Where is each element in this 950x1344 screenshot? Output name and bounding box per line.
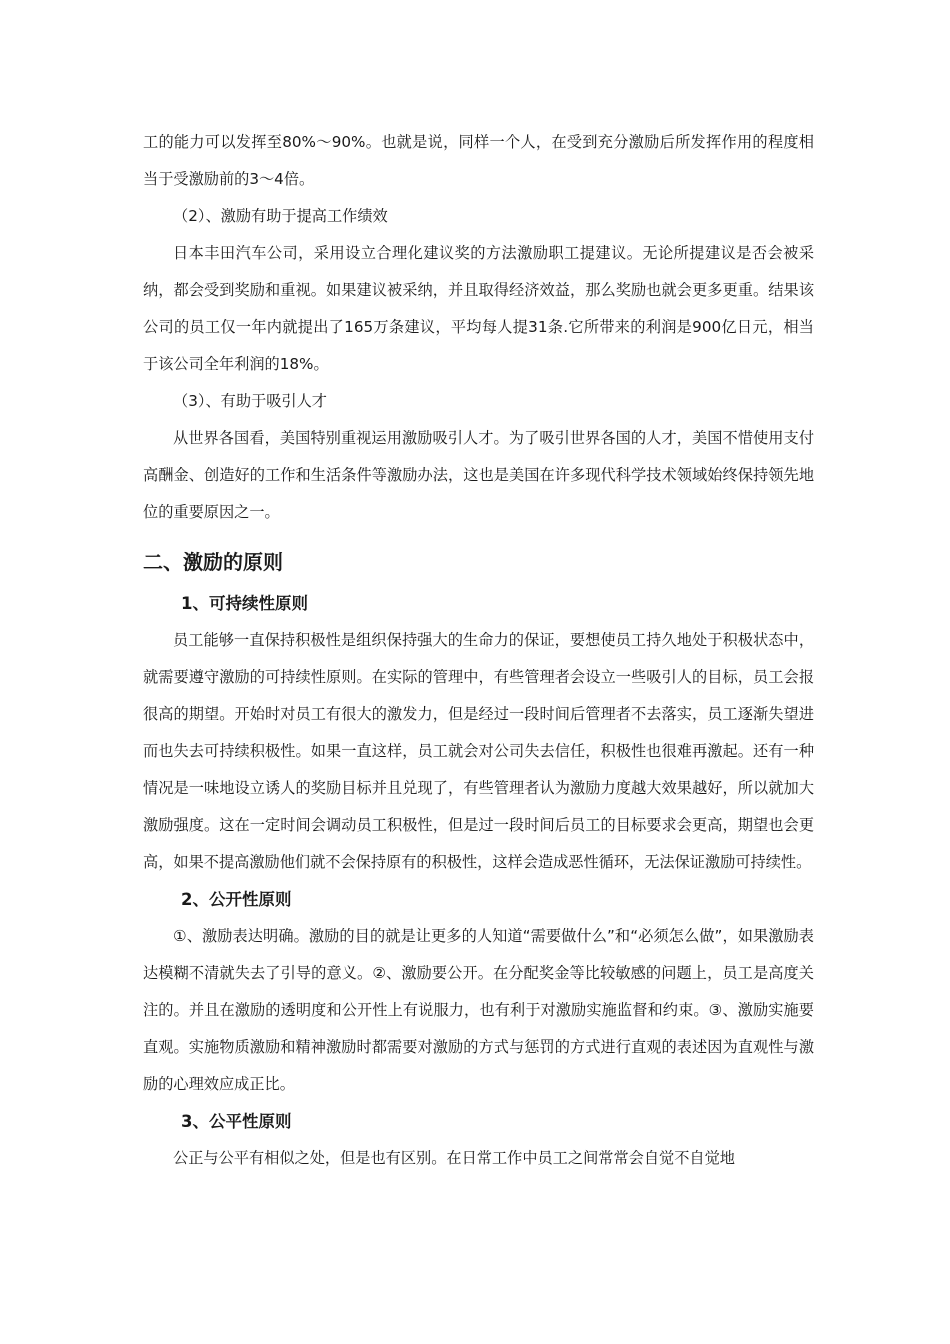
subheading-performance: （2）、激励有助于提高工作绩效 [173, 207, 388, 225]
paragraph-openness: ①、激励表达明确。激励的目的就是让更多的人知道“需要做什么”和“必须怎么做”，如果激励表达模糊不清就失去了引导的意义。②、激励要公开。在分配奖金等比较敏感的问题上，员工是高度关注的。并且在激励的透明度和公开性上有说服力，也有利于对激励实施监督和约束。③、激励实施要直观。实施物质激励和精神激励时都需要对激励的方式与惩罚的方式进行直观的表述因为直观性与激励的心理效应成正比。 [143, 927, 814, 1093]
section-heading-principles: 二、激励的原则 [143, 550, 283, 574]
paragraph-sustainability: 员工能够一直保持积极性是组织保持强大的生命力的保证，要想使员工持久地处于积极状态中，就需要遵守激励的可持续性原则。在实际的管理中，有些管理者会设立一些吸引人的目标，员工会报很高的期望。开始时对员工有很大的激发力，但是经过一段时间后管理者不去落实，员工逐渐失望进而也失去可持续积极性。如果一直这样，员工就会对公司失去信任，积极性也很难再激起。还有一种情况是一味地设立诱人的奖励目标并且兑现了，有些管理者认为激励力度越大效果越好，所以就加大激励强度。这在一定时间会调动员工积极性，但是过一段时间后员工的目标要求会更高，期望也会更高，如果不提高激励他们就不会保持原有的积极性，这样会造成恶性循环，无法保证激励可持续性。 [143, 631, 814, 871]
subheading-attract-talent: （3）、有助于吸引人才 [173, 392, 327, 410]
heading-sustainability-principle: 1、可持续性原则 [181, 594, 308, 613]
paragraph-toyota: 日本丰田汽车公司，采用设立合理化建议奖的方法激励职工提建议。无论所提建议是否会被采纳，都会受到奖励和重视。如果建议被采纳，并且取得经济效益，那么奖励也就会更多更重。结果该公司的员工仅一年内就提出了165万条建议，平均每人提31条.它所带来的利润是900亿日元，相当于该公司全年利润的18%。 [143, 244, 814, 373]
heading-openness-principle: 2、公开性原则 [181, 890, 292, 909]
paragraph-continuation: 工的能力可以发挥至80%～90%。也就是说，同样一个人，在受到充分激励后所发挥作用的程度相当于受激励前的3～4倍。 [143, 133, 814, 188]
paragraph-fairness: 公正与公平有相似之处，但是也有区别。在日常工作中员工之间常常会自觉不自觉地 [173, 1149, 735, 1167]
paragraph-usa: 从世界各国看，美国特别重视运用激励吸引人才。为了吸引世界各国的人才，美国不惜使用支付高酬金、创造好的工作和生活条件等激励办法，这也是美国在许多现代科学技术领域始终保持领先地位的重要原因之一。 [143, 429, 814, 521]
heading-fairness-principle: 3、公平性原则 [181, 1112, 292, 1131]
